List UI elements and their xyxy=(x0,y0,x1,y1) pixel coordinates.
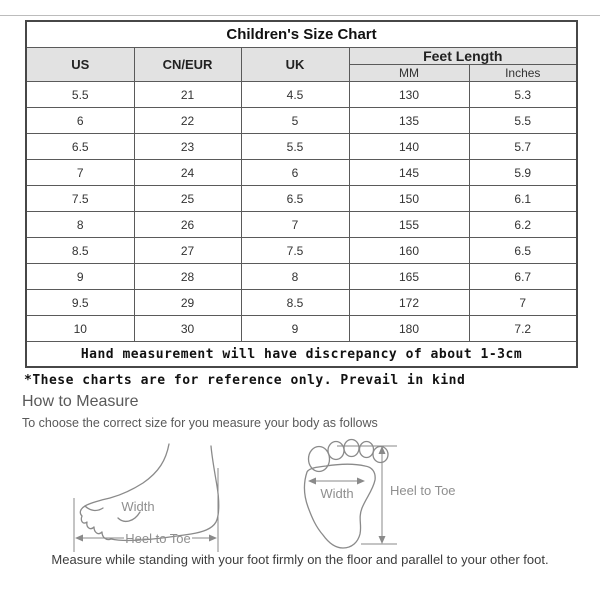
cell-mm: 172 xyxy=(349,290,469,316)
table-footer-note: Hand measurement will have discrepancy of about 1-3cm xyxy=(26,342,577,368)
cell-cn-eur: 30 xyxy=(134,316,241,342)
cell-us: 9.5 xyxy=(26,290,134,316)
cell-us: 7.5 xyxy=(26,186,134,212)
cell-mm: 150 xyxy=(349,186,469,212)
table-row xyxy=(26,264,577,290)
cell-mm: 160 xyxy=(349,238,469,264)
footprint-heel-to-toe-label: Heel to Toe xyxy=(390,483,456,498)
size-chart-table xyxy=(25,20,578,368)
cell-cn-eur: 26 xyxy=(134,212,241,238)
cell-inches: 5.3 xyxy=(469,82,577,108)
heel-to-toe-arrowhead-bottom-icon xyxy=(379,536,386,544)
cell-cn-eur: 25 xyxy=(134,186,241,212)
cell-uk: 5 xyxy=(241,108,349,134)
side-width-label: Width xyxy=(121,499,155,514)
measure-instruction-caption: Measure while standing with your foot firmly on the floor and parallel to your other foot. xyxy=(51,552,549,567)
cell-inches: 5.9 xyxy=(469,160,577,186)
cell-us: 8.5 xyxy=(26,238,134,264)
cell-inches: 6.7 xyxy=(469,264,577,290)
table-title: Children's Size Chart xyxy=(26,21,577,48)
cell-cn-eur: 22 xyxy=(134,108,241,134)
cell-inches: 6.2 xyxy=(469,212,577,238)
how-to-measure-title: How to Measure xyxy=(22,393,139,410)
table-row xyxy=(26,290,577,316)
width-arrowhead-left-icon xyxy=(308,478,316,485)
little-toe xyxy=(373,447,388,463)
arrowhead-right-icon xyxy=(209,535,217,542)
cell-uk: 6.5 xyxy=(241,186,349,212)
cell-inches: 6.5 xyxy=(469,238,577,264)
column-header-cn-eur: CN/EUR xyxy=(134,48,241,82)
cell-mm: 130 xyxy=(349,82,469,108)
cell-cn-eur: 24 xyxy=(134,160,241,186)
side-heel-to-toe-label: Heel to Toe xyxy=(125,531,191,546)
cell-mm: 155 xyxy=(349,212,469,238)
cell-cn-eur: 28 xyxy=(134,264,241,290)
cell-inches: 6.1 xyxy=(469,186,577,212)
second-toe xyxy=(328,442,344,460)
cell-uk: 8 xyxy=(241,264,349,290)
top-divider-line xyxy=(0,15,600,16)
sole-outline xyxy=(304,464,375,548)
table-row xyxy=(26,238,577,264)
cell-uk: 5.5 xyxy=(241,134,349,160)
cell-cn-eur: 23 xyxy=(134,134,241,160)
cell-us: 7 xyxy=(26,160,134,186)
table-row xyxy=(26,212,577,238)
cell-us: 9 xyxy=(26,264,134,290)
foot-side-view-diagram xyxy=(66,440,236,562)
column-header-us: US xyxy=(26,48,134,82)
table-header-row xyxy=(26,48,577,65)
table-row xyxy=(26,316,577,342)
cell-inches: 5.5 xyxy=(469,108,577,134)
cell-mm: 135 xyxy=(349,108,469,134)
footprint-diagram xyxy=(297,437,483,567)
toe-detail-line xyxy=(85,506,103,510)
table-row xyxy=(26,134,577,160)
footprint-width-label: Width xyxy=(320,486,354,501)
table-row xyxy=(26,160,577,186)
cell-us: 10 xyxy=(26,316,134,342)
big-toe xyxy=(309,447,330,472)
table-footer-row xyxy=(26,342,577,368)
cell-mm: 145 xyxy=(349,160,469,186)
cell-uk: 7 xyxy=(241,212,349,238)
table-row xyxy=(26,82,577,108)
column-header-uk: UK xyxy=(241,48,349,82)
table-row xyxy=(26,108,577,134)
middle-toe xyxy=(344,440,359,457)
cell-us: 8 xyxy=(26,212,134,238)
table-row xyxy=(26,186,577,212)
cell-mm: 165 xyxy=(349,264,469,290)
reference-note: *These charts are for reference only. Prevail in kind xyxy=(24,373,466,388)
cell-inches: 5.7 xyxy=(469,134,577,160)
foot-outline xyxy=(80,444,218,540)
cell-us: 6.5 xyxy=(26,134,134,160)
arrowhead-left-icon xyxy=(75,535,83,542)
how-to-measure-subtitle: To choose the correct size for you measure your body as follows xyxy=(22,416,378,430)
cell-cn-eur: 21 xyxy=(134,82,241,108)
cell-cn-eur: 29 xyxy=(134,290,241,316)
cell-uk: 7.5 xyxy=(241,238,349,264)
table-title-row xyxy=(26,21,577,48)
cell-us: 6 xyxy=(26,108,134,134)
cell-uk: 9 xyxy=(241,316,349,342)
cell-mm: 180 xyxy=(349,316,469,342)
column-header-feet-length: Feet Length xyxy=(349,48,577,65)
column-header-inches: Inches xyxy=(469,65,577,82)
cell-uk: 6 xyxy=(241,160,349,186)
cell-uk: 8.5 xyxy=(241,290,349,316)
cell-cn-eur: 27 xyxy=(134,238,241,264)
fourth-toe xyxy=(360,442,374,458)
cell-inches: 7.2 xyxy=(469,316,577,342)
cell-mm: 140 xyxy=(349,134,469,160)
cell-uk: 4.5 xyxy=(241,82,349,108)
column-header-mm: MM xyxy=(349,65,469,82)
width-arrowhead-right-icon xyxy=(357,478,365,485)
cell-us: 5.5 xyxy=(26,82,134,108)
cell-inches: 7 xyxy=(469,290,577,316)
